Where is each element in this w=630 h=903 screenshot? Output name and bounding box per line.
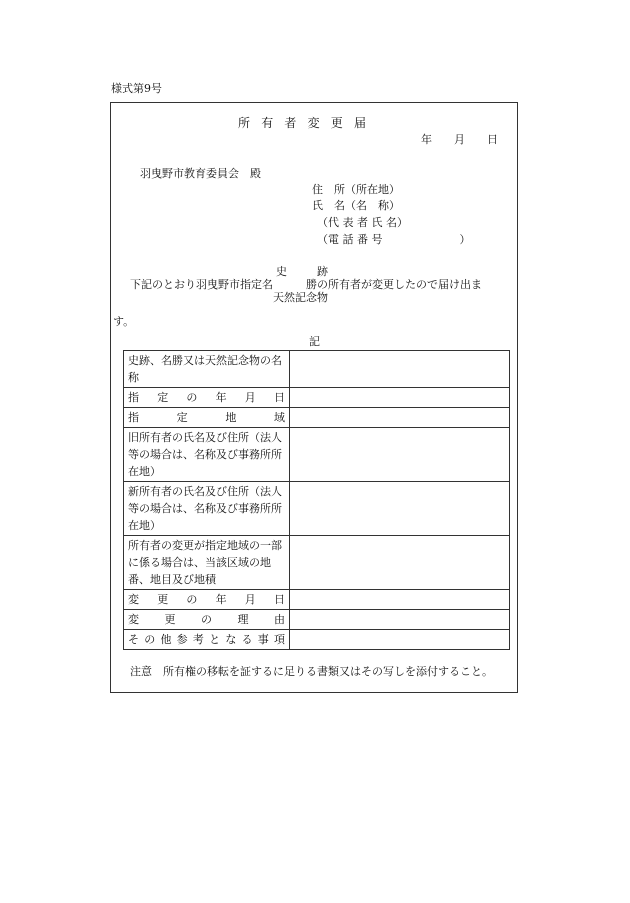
title-char: 所: [238, 116, 251, 130]
row-label: [124, 388, 290, 408]
row-value-field[interactable]: [290, 351, 510, 388]
date-day: 日: [487, 133, 498, 146]
row-label-char: 年: [215, 593, 227, 606]
row-label-char: 項: [273, 633, 285, 646]
row-label-char: 日: [273, 593, 285, 606]
table-row: [124, 536, 510, 590]
row-label-char: 指: [128, 411, 139, 424]
row-value-field[interactable]: [290, 536, 510, 590]
row-label-char: 変: [128, 593, 139, 606]
table-row: [124, 351, 510, 388]
row-value-field[interactable]: [290, 630, 510, 650]
applicant-address-label: 住 所（所在地）: [312, 183, 400, 196]
row-label-char: る: [241, 633, 253, 646]
title-char: 届: [353, 116, 366, 130]
table-row: [124, 388, 510, 408]
row-label-char: 年: [215, 391, 227, 404]
row-value-field[interactable]: [290, 388, 510, 408]
form-title: [238, 117, 366, 129]
row-value-field[interactable]: [290, 482, 510, 536]
table-row: [124, 428, 510, 482]
row-label-char: 更: [164, 613, 176, 626]
row-label: 史跡、名勝又は天然記念物の名称: [124, 351, 290, 388]
row-label-char: の: [144, 633, 156, 646]
table-row: [124, 610, 510, 630]
row-label-char: 月: [244, 593, 256, 606]
row-value-field[interactable]: [290, 610, 510, 630]
row-label-char: 考: [192, 633, 204, 646]
row-label-char: 由: [274, 613, 285, 626]
title-char: 者: [284, 116, 297, 130]
row-label-char: 地: [225, 411, 237, 424]
row-label: 旧所有者の氏名及び住所（法人等の場合は、名称及び事務所所在地）: [124, 428, 290, 482]
row-label-char: 指: [128, 391, 139, 404]
row-label-char: と: [209, 633, 221, 646]
title-char: 有: [261, 116, 274, 130]
form-number: 様式第9号: [111, 82, 162, 95]
row-label: [124, 590, 290, 610]
row-label: [124, 408, 290, 428]
ki-heading: 記: [309, 335, 320, 348]
date-month: 月: [454, 133, 465, 146]
table-row: [124, 482, 510, 536]
body-stacked-upper: [276, 266, 328, 277]
row-label-char: 変: [128, 613, 139, 626]
body-stacked-lower: 天然記念物: [273, 291, 328, 304]
row-label: [124, 630, 290, 650]
applicant-name-label: 氏 名（名 称）: [312, 199, 400, 212]
row-label-char: の: [186, 593, 198, 606]
addressee: 羽曳野市教育委員会 殿: [140, 167, 261, 180]
table-row: [124, 630, 510, 650]
date-year: 年: [421, 133, 432, 146]
table-row: [124, 590, 510, 610]
row-value-field[interactable]: [290, 590, 510, 610]
body-upper-char: 史: [276, 265, 287, 278]
title-char: 更: [330, 116, 343, 130]
form-table: [123, 350, 510, 650]
row-label-char: そ: [128, 633, 139, 646]
row-label-char: 更: [157, 593, 169, 606]
row-label-char: 事: [257, 633, 269, 646]
row-label: [124, 610, 290, 630]
row-label-char: 理: [237, 613, 249, 626]
row-label-char: の: [186, 391, 198, 404]
row-label-char: 定: [176, 411, 188, 424]
row-label: 所有者の変更が指定地域の一部に係る場合は、当該区域の地番、地目及び地積: [124, 536, 290, 590]
row-label-char: 参: [176, 633, 188, 646]
table-row: [124, 408, 510, 428]
row-label-char: 日: [273, 391, 285, 404]
row-label-char: の: [201, 613, 212, 626]
row-value-field[interactable]: [290, 408, 510, 428]
row-label-char: 月: [244, 391, 256, 404]
row-value-field[interactable]: [290, 428, 510, 482]
row-label-char: 他: [160, 633, 172, 646]
title-char: 変: [307, 116, 320, 130]
row-label-char: 域: [273, 411, 285, 424]
body-main-line: 下記のとおり羽曳野市指定名 勝の所有者が変更したので届け出ま: [130, 278, 482, 291]
body-tail: す。: [113, 315, 135, 328]
date-line: [421, 134, 498, 145]
applicant-phone-label: （電 話 番 号 ）: [317, 233, 471, 246]
note-text: 注意 所有権の移転を証するに足りる書類又はその写しを添付すること。: [130, 665, 493, 678]
body-upper-char: 跡: [317, 265, 328, 278]
applicant-representative-label: （代 表 者 氏 名）: [317, 216, 408, 229]
row-label: 新所有者の氏名及び住所（法人等の場合は、名称及び事務所所在地）: [124, 482, 290, 536]
row-label-char: 定: [157, 391, 169, 404]
row-label-char: な: [225, 633, 237, 646]
